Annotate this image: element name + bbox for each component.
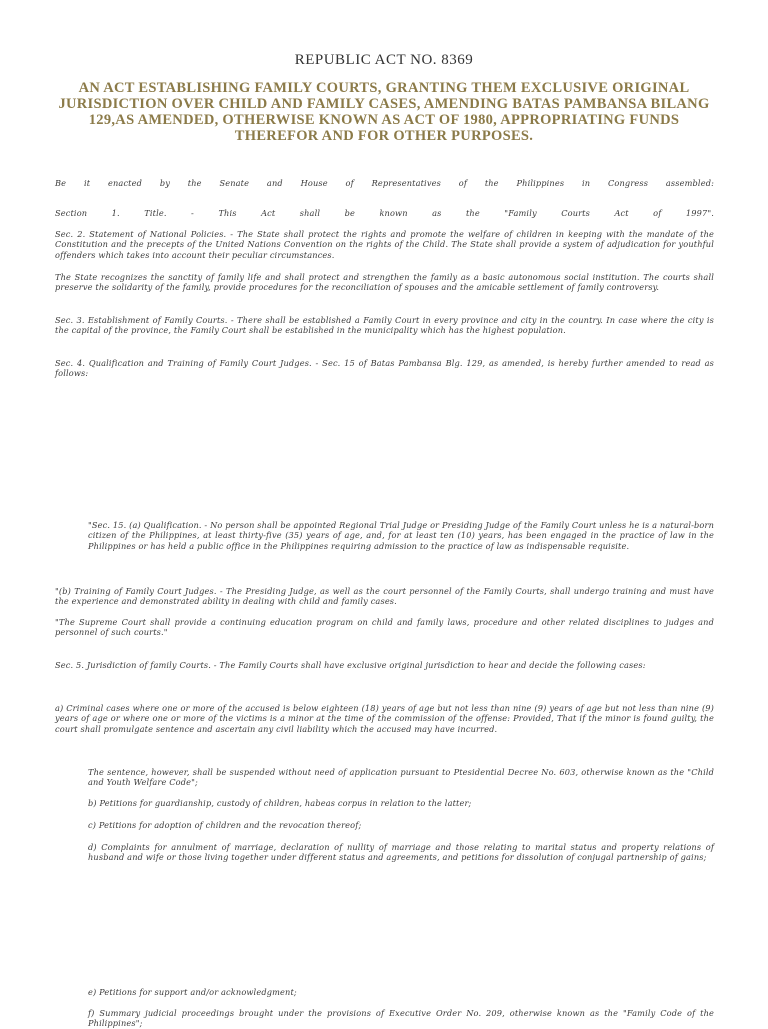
item-e: e) Petitions for support and/or acknowledgment; — [88, 987, 297, 997]
section-5: Sec. 5. Jurisdiction of family Courts. - The Family Courts shall have exclusive original jurisdiction to hear and decide the following cases: — [55, 660, 646, 670]
enacting-clause: Be it enacted by the Senate and House of Representatives of the Philippines in Congress assembled: — [55, 178, 714, 188]
section-1: Section 1. Title. - This Act shall be known as the "Family Courts Act of 1997". — [55, 208, 714, 218]
item-f: f) Summary judicial proceedings brought under the provisions of Executive Order No. 209, otherwise known as the "Family Code of the Philippines"; — [88, 1008, 714, 1029]
item-a: a) Criminal cases where one or more of the accused is below eighteen (18) years of age but not less than nine (9) years of age but not less than nine (9) years of age or where one or more of the victims is a minor at the time of the commission of the offense: Provided, That if the minor is found guilty, the court shall promulgate sentence and ascertain any civil liability which the accused may have incurred. — [55, 703, 714, 734]
section-3: Sec. 3. Establishment of Family Courts. - There shall be established a Family Court in every province and city in the country. In case where the city is the capital of the province, the Family Court shall be established in the municipality which has the highest population. — [55, 315, 714, 336]
section-2: Sec. 2. Statement of National Policies. - The State shall protect the rights and promote the welfare of children in keeping with the mandate of the Constitution and the precepts of the United Nations Convention on the rights of the Child. The State shall provide a system of adjudication for youthful offenders which takes into account their peculiar circumstances. — [55, 229, 714, 260]
item-c: c) Petitions for adoption of children and the revocation thereof; — [88, 820, 362, 830]
section-15-c: "The Supreme Court shall provide a continuing education program on child and family laws, procedure and other related disciplines to judges and personnel of such courts." — [55, 617, 714, 638]
item-d: d) Complaints for annulment of marriage, declaration of nullity of marriage and those relating to marital status and property relations of husband and wife or those living together under different status and agreements, and petitions for dissolution of conjugal partnership of gains; — [88, 842, 714, 863]
section-15-a: "Sec. 15. (a) Qualification. - No person shall be appointed Regional Trial Judge or Presiding Judge of the Family Court unless he is a natural-born citizen of the Philippines, at least thirty-five (35) years of age, and, for at least ten (10) years, has been engaged in the practice of law in the Philippines or has held a public office in the Philippines requiring admission to the practice of law as indispensable requisite. — [88, 520, 714, 551]
act-number: REPUBLIC ACT NO. 8369 — [294, 52, 474, 68]
section-15-b: "(b) Training of Family Court Judges. - The Presiding Judge, as well as the court personnel of the Family Courts, shall undergo training and must have the experience and demonstrated ability in dealing with child and family cases. — [55, 586, 714, 607]
item-b: b) Petitions for guardianship, custody of children, habeas corpus in relation to the latter; — [88, 798, 472, 808]
item-a-note: The sentence, however, shall be suspended without need of application pursuant to Ptesidential Decree No. 603, otherwise known as the "Child and Youth Welfare Code"; — [88, 767, 714, 788]
section-2-para-2: The State recognizes the sanctity of family life and shall protect and strengthen the family as a basic autonomous social institution. The courts shall preserve the solidarity of the family, provide procedures for the reconciliation of spouses and the amicable settlement of family controversy. — [55, 272, 714, 293]
act-title: AN ACT ESTABLISHING FAMILY COURTS, GRANTING THEM EXCLUSIVE ORIGINAL JURISDICTION OVER CHILD AND FAMILY CASES, AMENDING BATAS PAMBANSA BILANG 129,AS AMENDED, OTHERWISE KNOWN AS ACT OF 1980, APPROPRIATING FUNDS THEREFOR AND FOR OTHER PURPOSES. — [58, 80, 710, 144]
section-4: Sec. 4. Qualification and Training of Family Court Judges. - Sec. 15 of Batas Pambansa Blg. 129, as amended, is hereby further amended to read as follows: — [55, 358, 714, 379]
